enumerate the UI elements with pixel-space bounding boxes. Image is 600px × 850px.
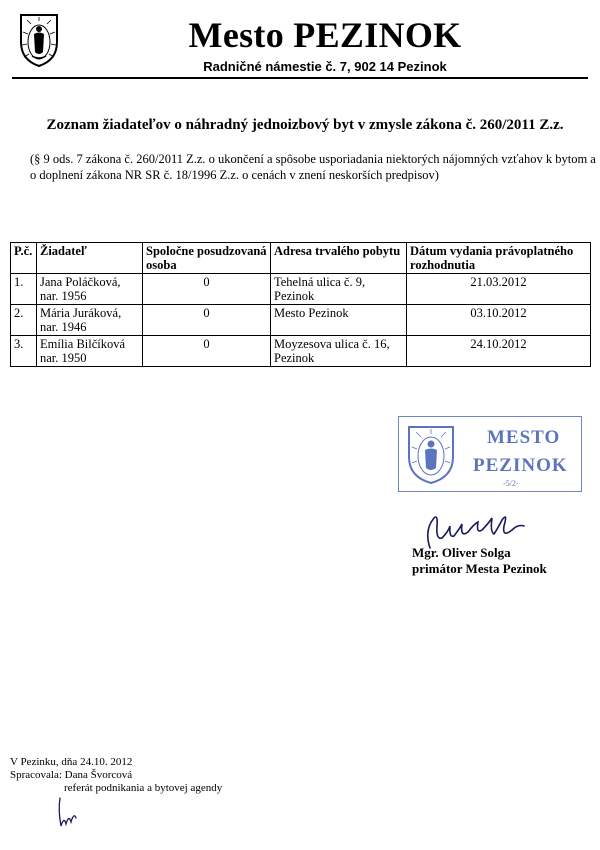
official-stamp bbox=[398, 416, 582, 492]
cell-applicant: Jana Poláčková, nar. 1956 bbox=[37, 274, 143, 305]
cell-no: 2. bbox=[11, 305, 37, 336]
header-no: P.č. bbox=[11, 243, 37, 274]
cell-applicant: Emília Bilčíková nar. 1950 bbox=[37, 336, 143, 367]
cell-decision-date: 03.10.2012 bbox=[407, 305, 591, 336]
stamp-crest-icon bbox=[405, 423, 457, 485]
stamp-line-1: MESTO bbox=[487, 427, 561, 448]
cell-address: Mesto Pezinok bbox=[271, 305, 407, 336]
header-applicant: Žiadateľ bbox=[37, 243, 143, 274]
footer-department: referát podnikania a bytovej agendy bbox=[64, 782, 223, 794]
signatory bbox=[412, 545, 547, 577]
header-address: Adresa trvalého pobytu bbox=[271, 243, 407, 274]
footer-prepared-by: Spracovala: Dana Švorcová bbox=[10, 769, 133, 781]
table-row bbox=[11, 305, 591, 336]
cell-no: 3. bbox=[11, 336, 37, 367]
cell-decision-date: 24.10.2012 bbox=[407, 336, 591, 367]
cell-address: Moyzesova ulica č. 16, Pezinok bbox=[271, 336, 407, 367]
stamp-number: -5/2- bbox=[503, 479, 519, 488]
header-decision-date: Dátum vydania právoplatného rozhodnutia bbox=[407, 243, 591, 274]
cell-joint-person: 0 bbox=[143, 305, 271, 336]
handwritten-initials bbox=[56, 796, 78, 830]
table-row bbox=[11, 336, 591, 367]
footer-place-date: V Pezinku, dňa 24.10. 2012 bbox=[10, 756, 133, 768]
table-header-row bbox=[11, 243, 591, 274]
signatory-role: primátor Mesta Pezinok bbox=[412, 561, 547, 576]
table-row bbox=[11, 274, 591, 305]
document-title: Zoznam žiadateľov o náhradný jednoizbový byt v zmysle zákona č. 260/2011 Z.z. bbox=[46, 117, 564, 133]
cell-decision-date: 21.03.2012 bbox=[407, 274, 591, 305]
stamp-line-2: PEZINOK bbox=[473, 455, 568, 476]
city-address: Radničné námestie č. 7, 902 14 Pezinok bbox=[203, 59, 447, 74]
header-divider bbox=[12, 77, 588, 79]
applicants-table bbox=[10, 242, 591, 367]
header-joint-person: Spoločne posudzovaná osoba bbox=[143, 243, 271, 274]
city-title: Mesto PEZINOK bbox=[188, 15, 462, 55]
cell-address: Tehelná ulica č. 9, Pezinok bbox=[271, 274, 407, 305]
document-legal-note: (§ 9 ods. 7 zákona č. 260/2011 Z.z. o ukončení a spôsobe usporiadania niektorých nájomných vzťahov k bytom a o doplnení zákona NR SR č. 18/1996 Z.z. o cenách v znení neskorších predpisov) bbox=[30, 152, 596, 182]
signatory-name: Mgr. Oliver Solga bbox=[412, 545, 511, 560]
cell-applicant: Mária Juráková, nar. 1946 bbox=[37, 305, 143, 336]
document-footer bbox=[10, 756, 222, 795]
cell-no: 1. bbox=[11, 274, 37, 305]
cell-joint-person: 0 bbox=[143, 274, 271, 305]
cell-joint-person: 0 bbox=[143, 336, 271, 367]
